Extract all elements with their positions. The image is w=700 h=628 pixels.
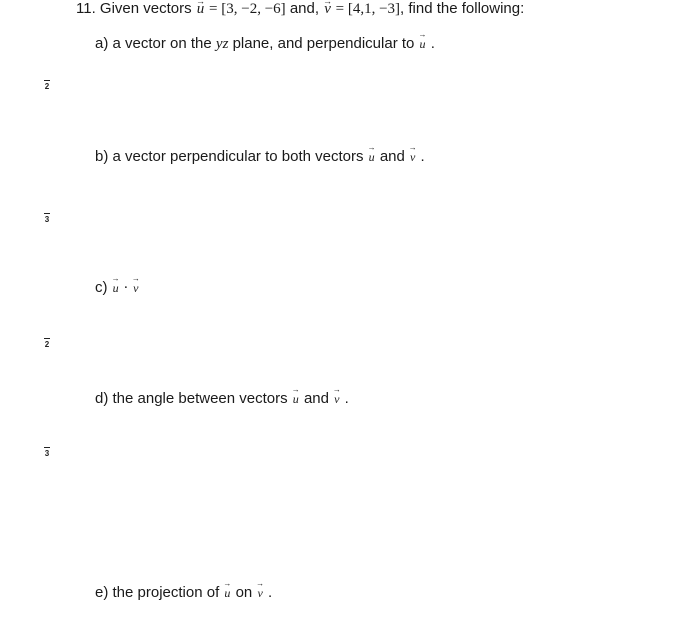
vector-v-symbol: → v — [323, 0, 332, 18]
question-title — [76, 0, 524, 18]
part-a-vector-u: → u — [419, 35, 427, 53]
mark-part-c — [40, 338, 54, 349]
vector-u-value: = [3, −2, −6] — [205, 1, 286, 17]
part-e-label: e) the projection of — [95, 584, 224, 601]
part-e — [95, 584, 272, 602]
mark-part-c-value: 2 — [44, 340, 50, 349]
part-d-label: d) the angle between vectors — [95, 390, 292, 407]
vector-v-value: = [4,1, −3] — [331, 1, 401, 17]
mark-part-a — [40, 80, 54, 91]
part-b-label: b) a vector perpendicular to both vectors — [95, 148, 368, 165]
part-d — [95, 390, 349, 408]
question-connector: and, — [285, 0, 324, 17]
vector-u-symbol: → u — [196, 0, 206, 18]
part-a-mid: plane, and perpendicular to — [228, 35, 419, 52]
part-c — [95, 279, 140, 297]
part-c-vector-u: → u — [112, 279, 120, 297]
part-b — [95, 148, 425, 166]
part-d-vector-v: → v — [333, 390, 340, 408]
question-lead: Given vectors — [99, 0, 192, 17]
mark-part-d-value: 3 — [44, 449, 50, 458]
question-number: 11. — [76, 0, 96, 17]
part-b-vector-u: → u — [368, 148, 376, 166]
part-b-vector-v: → v — [409, 148, 416, 166]
part-d-end: . — [340, 390, 349, 407]
part-e-end: . — [263, 584, 273, 601]
part-d-vector-u: → u — [292, 390, 300, 408]
part-e-mid: on — [231, 584, 257, 601]
mark-part-b-value: 3 — [44, 215, 50, 224]
mark-part-a-value: 2 — [44, 82, 50, 91]
part-c-vector-v: → v — [132, 279, 139, 297]
part-c-label: c) — [95, 279, 112, 296]
part-a-end: . — [426, 35, 435, 52]
question-tail: , find the following: — [400, 0, 525, 17]
part-e-vector-v: → v — [256, 584, 263, 602]
part-d-mid: and — [299, 390, 334, 407]
mark-part-b — [40, 213, 54, 224]
part-a-label: a) a vector on the — [95, 35, 216, 52]
part-b-end: . — [416, 148, 425, 165]
mark-part-d — [40, 447, 54, 458]
part-a — [95, 35, 435, 53]
part-a-plane: yz — [215, 36, 229, 52]
part-e-vector-u: → u — [223, 584, 231, 602]
part-c-dot-operator: · — [119, 280, 133, 296]
part-b-mid: and — [375, 148, 410, 165]
